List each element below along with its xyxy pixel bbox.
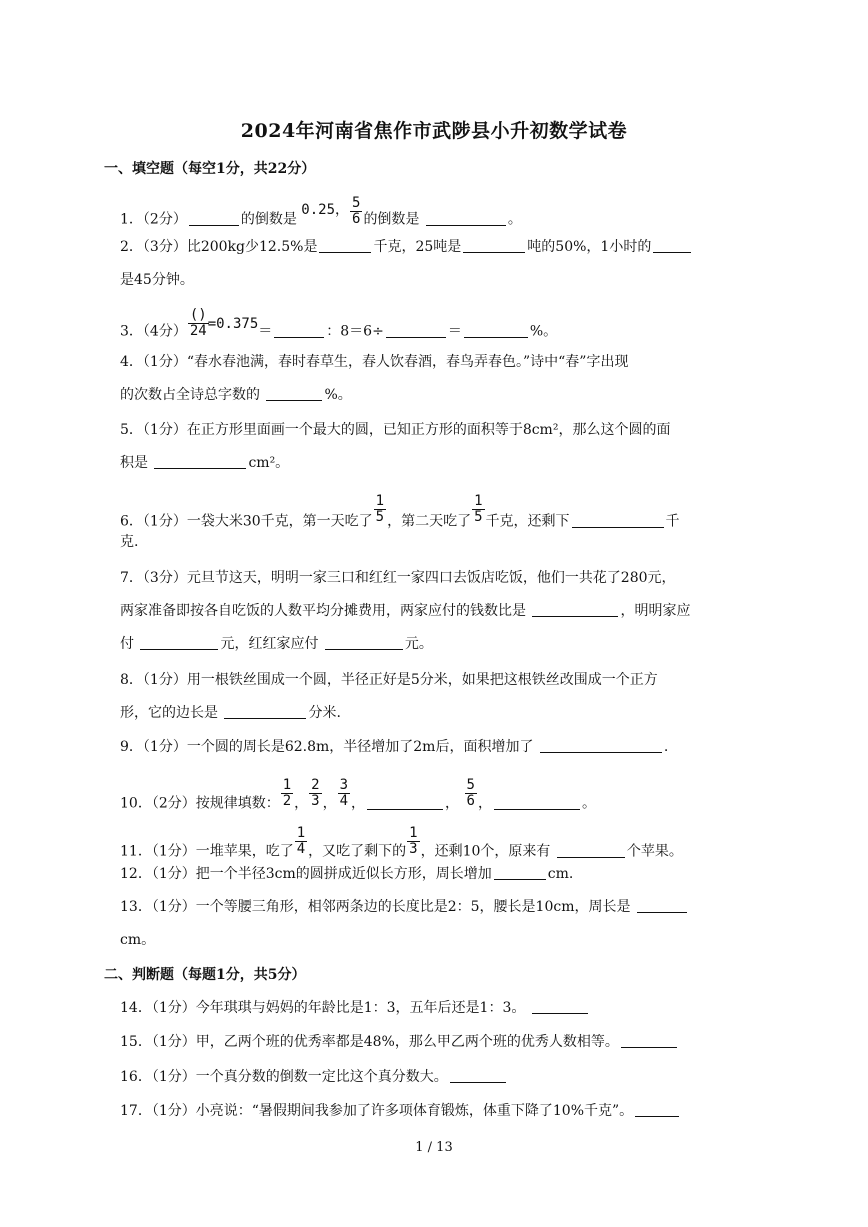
- answer-blank[interactable]: [367, 795, 443, 810]
- question-8-line-2: 形，它的边长是 分米.: [120, 705, 341, 721]
- fraction: $\frac{1}{5}$: [375, 493, 385, 525]
- answer-blank[interactable]: [140, 635, 218, 650]
- question-12: 12．（1分）把一个半径3cm的圆拼成近似长方形，周长增加 cm.: [120, 866, 574, 882]
- question-3: 3．（4分） $\frac{()}{24}$ =0.375＝ ：8＝6÷ ＝ %。: [120, 307, 558, 340]
- question-9: 9．（1分）一个圆的周长是62.8m，半径增加了2m后，面积增加了 .: [120, 739, 669, 755]
- answer-blank[interactable]: [572, 513, 664, 528]
- answer-blank[interactable]: [557, 843, 625, 858]
- question-8: 8．（1分）用一根铁丝围成一个圆，半径正好是5分米，如果把这根铁丝改围成一个正方: [120, 672, 658, 688]
- answer-blank[interactable]: [494, 795, 580, 810]
- answer-blank[interactable]: [224, 704, 306, 719]
- question-6-line-2: 克.: [120, 534, 139, 550]
- section-heading-true-false: 二、判断题（每题1分，共5分）: [104, 967, 306, 983]
- answer-blank[interactable]: [426, 211, 506, 226]
- answer-blank[interactable]: [154, 454, 246, 469]
- answer-blank[interactable]: [637, 898, 687, 913]
- question-15: 15．（1分）甲，乙两个班的优秀率都是48%，那么甲乙两个班的优秀人数相等。: [120, 1032, 770, 1052]
- fraction: $\frac{1}{4}$: [296, 825, 306, 857]
- fraction: $\frac{5}{6}$: [466, 777, 475, 809]
- answer-blank[interactable]: [532, 999, 588, 1014]
- answer-blank[interactable]: [532, 602, 618, 617]
- question-1: 1．（2分） 的倒数是 0.25， $\frac{5}{6}$ 的倒数是 。: [120, 195, 522, 228]
- question-5-line-2: 积是 cm²。: [120, 455, 290, 471]
- fraction: $\frac{1}{2}$: [282, 777, 292, 809]
- question-4: 4．（1分）“春水春池满，春时春草生，春人饮春酒，春鸟弄春色。”诗中“春”字出现: [120, 354, 629, 370]
- answer-blank[interactable]: [386, 323, 446, 338]
- answer-blank[interactable]: [653, 238, 691, 253]
- question-7-line-2: 两家准备即按各自吃饭的人数平均分摊费用，两家应付的钱数比是 ，明明家应: [120, 603, 691, 619]
- question-13: 13．（1分）一个等腰三角形，相邻两条边的长度比是2：5，腰长是10cm，周长是: [120, 897, 770, 917]
- answer-blank[interactable]: [621, 1033, 677, 1048]
- question-17: 17．（1分）小亮说：“暑假期间我参加了许多项体育锻炼，体重下降了10%千克”。: [120, 1101, 770, 1121]
- fraction: $\frac{3}{4}$: [339, 777, 349, 809]
- answer-blank[interactable]: [635, 1102, 679, 1117]
- answer-blank[interactable]: [540, 738, 662, 753]
- answer-blank[interactable]: [266, 386, 322, 401]
- page-number: 1 / 13: [415, 1140, 453, 1155]
- answer-blank[interactable]: [463, 238, 525, 253]
- section-heading-fill-blank: 一、填空题（每空1分，共22分）: [104, 161, 316, 177]
- fraction: $\frac{2}{3}$: [311, 777, 320, 809]
- answer-blank[interactable]: [494, 865, 546, 880]
- answer-blank[interactable]: [450, 1068, 506, 1083]
- answer-blank[interactable]: [464, 323, 528, 338]
- answer-blank[interactable]: [189, 211, 239, 226]
- answer-blank[interactable]: [325, 635, 403, 650]
- fraction: $\frac{1}{3}$: [409, 825, 418, 857]
- fraction: $\frac{1}{5}$: [474, 493, 483, 525]
- fraction: $\frac{5}{6}$: [352, 195, 361, 227]
- question-16: 16．（1分）一个真分数的倒数一定比这个真分数大。: [120, 1067, 770, 1087]
- question-5: 5．（1分）在正方形里面画一个最大的圆，已知正方形的面积等于8cm²，那么这个圆的面: [120, 422, 671, 438]
- question-13-line-2: cm。: [120, 932, 156, 948]
- question-4-line-2: 的次数占全诗总字数的 %。: [120, 387, 352, 403]
- fraction: $\frac{()}{24}$: [189, 307, 207, 339]
- question-14: 14．（1分）今年琪琪与妈妈的年龄比是1：3，五年后还是1：3。: [120, 998, 770, 1018]
- answer-blank[interactable]: [274, 323, 324, 338]
- question-2-line-2: 是45分钟。: [120, 272, 194, 288]
- question-6: 6．（1分）一袋大米30千克，第一天吃了 $\frac{1}{5}$ ，第二天吃了 $\frac{1}{5}$ 千克，还剩下 千: [120, 493, 680, 530]
- page-title: 2024年河南省焦作市武陟县小升初数学试卷: [240, 120, 628, 142]
- question-7-line-3: 付 元，红红家应付 元。: [120, 636, 433, 652]
- question-7: 7．（3分）元旦节这天，明明一家三口和红红一家四口去饭店吃饭，他们一共花了280元，: [120, 570, 676, 586]
- question-11: 11．（1分）一堆苹果，吃了 $\frac{1}{4}$ ，又吃了剩下的 $\frac{1}{3}$ ，还剩10个，原来有 个苹果。: [120, 825, 683, 860]
- question-10: 10．（2分）按规律填数： $\frac{1}{2}$ ， $\frac{2}{3}$ ， $\frac{3}{4}$ ， ， $\frac{5}{6}$ ， 。: [120, 777, 596, 812]
- answer-blank[interactable]: [319, 238, 371, 253]
- question-2: 2．（3分）比200kg少12.5%是 千克，25吨是 吨的50%，1小时的: [120, 237, 770, 257]
